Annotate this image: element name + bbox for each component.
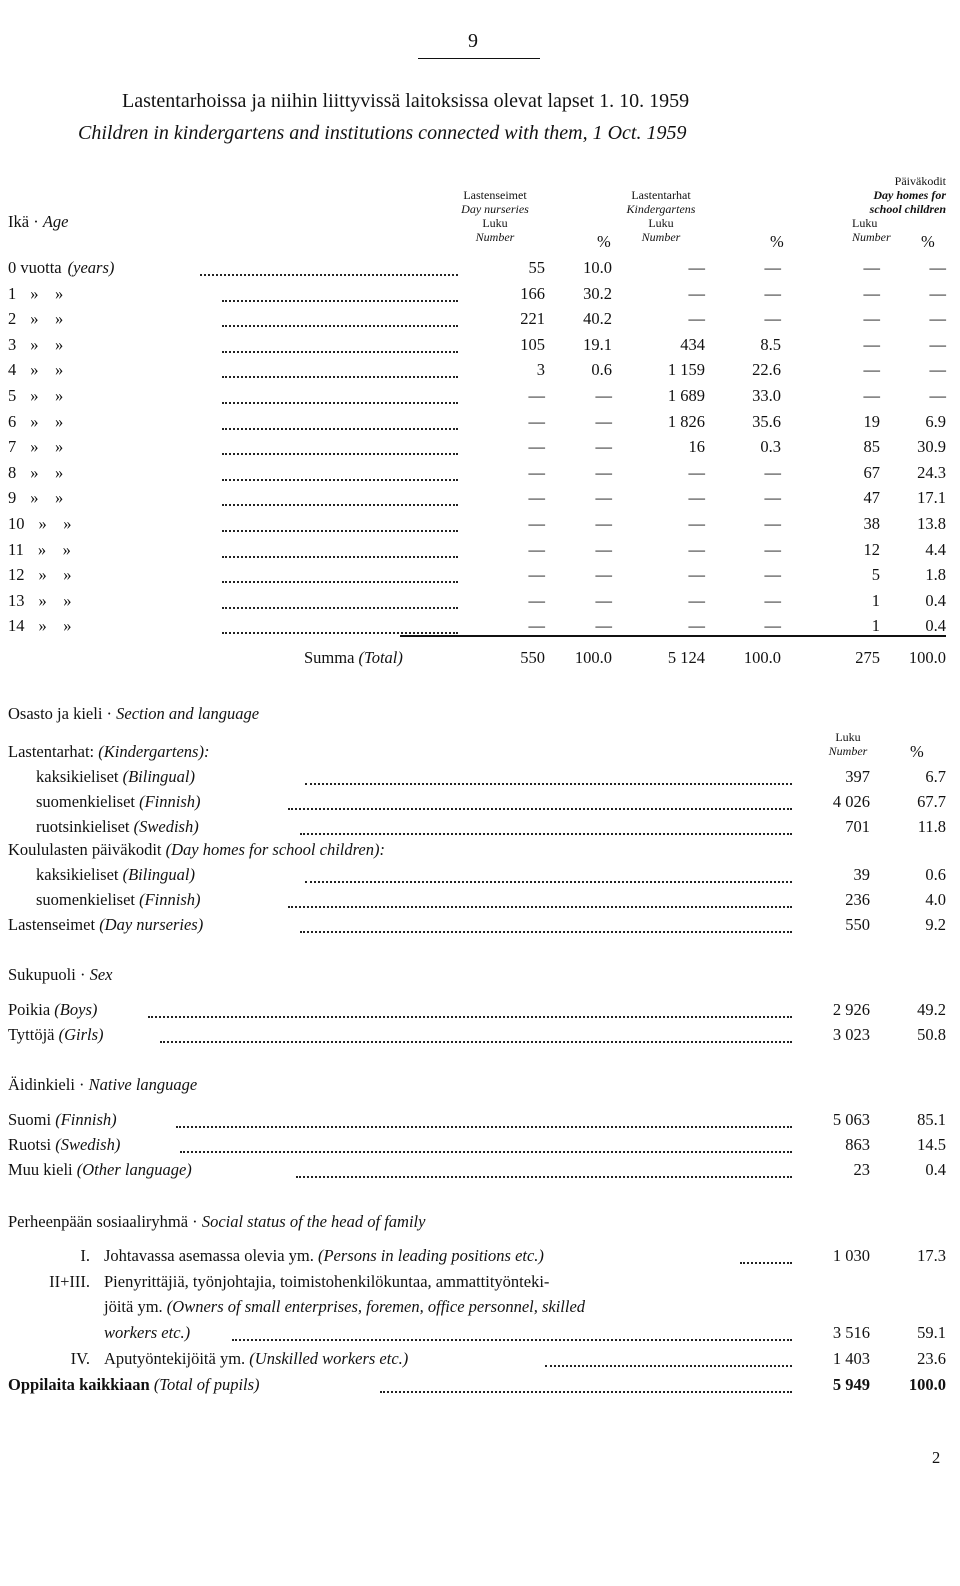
social-row-2-line3: workers etc.)	[104, 1323, 191, 1342]
age-cell: —	[929, 360, 946, 380]
age-cell: 0.3	[760, 437, 781, 457]
stat-row-number: 701	[845, 817, 870, 836]
social-total-number: 5 949	[832, 1375, 870, 1394]
sex-heading: Sukupuoli · Sex	[8, 965, 113, 984]
age-cell: —	[863, 386, 880, 405]
header-day-nurseries: Lastenseimet Day nurseries Luku Number	[461, 188, 529, 244]
age-cell: 24.3	[917, 462, 946, 482]
total-cell: 5 124	[667, 648, 705, 667]
age-row-label: 0 vuotta (years)	[8, 258, 115, 277]
social-row-2-pct: 59.1	[917, 1323, 946, 1342]
age-cell: 1	[871, 590, 880, 610]
age-cell: 4.4	[925, 539, 946, 559]
age-cell: 16	[688, 437, 705, 457]
social-row-1-label: Johtavassa asemassa olevia ym. (Persons in leading positions etc.)	[104, 1246, 544, 1265]
social-roman-2: II+III.	[49, 1272, 90, 1291]
age-row-label: 8 » »	[8, 462, 64, 482]
age-cell: —	[528, 616, 545, 636]
leader-dots	[222, 351, 458, 353]
age-cell: —	[764, 309, 781, 329]
footer-mark: 2	[932, 1448, 941, 1467]
total-cell: 100.0	[908, 648, 946, 667]
stat-row-label: Ruotsi (Swedish)	[8, 1135, 121, 1154]
header-kindergartens: Lastentarhat Kindergartens Luku Number	[626, 188, 696, 244]
age-cell: —	[595, 514, 612, 533]
total-rule	[400, 635, 946, 637]
age-cell: —	[688, 283, 705, 303]
age-cell: —	[764, 616, 781, 636]
stat-row-label: suomenkieliset (Finnish)	[36, 792, 201, 811]
age-cell: 166	[520, 283, 545, 303]
age-cell: 6.9	[925, 411, 946, 431]
age-row-label: 5 » »	[8, 386, 64, 405]
age-cell: 10.0	[583, 258, 612, 277]
age-cell: —	[863, 334, 880, 354]
age-cell: 434	[680, 334, 705, 354]
stat-row-number: 39	[853, 865, 870, 884]
stat-row-pct: 14.5	[917, 1135, 946, 1154]
age-cell: —	[688, 539, 705, 559]
social-roman-4: IV.	[70, 1349, 90, 1368]
age-cell: —	[528, 488, 545, 508]
page-number: 9	[468, 30, 478, 52]
age-cell: —	[764, 514, 781, 533]
header-pct-3: %	[921, 232, 935, 251]
age-cell: 5	[871, 565, 880, 585]
social-row-1-number: 1 030	[832, 1246, 870, 1265]
title-finnish: Lastentarhoissa ja niihin liittyvissä laitoksissa olevat lapset 1. 10. 1959	[122, 90, 690, 112]
age-row-label: 14 » »	[8, 616, 72, 636]
page-number-rule	[418, 58, 540, 59]
leader-dots	[160, 1041, 792, 1043]
total-cell: 275	[855, 648, 880, 667]
total-cell: 100.0	[574, 648, 612, 667]
social-total-pct: 100.0	[908, 1375, 946, 1394]
age-cell: —	[863, 283, 880, 303]
age-cell: —	[528, 411, 545, 431]
leader-dots	[222, 530, 458, 532]
age-cell: —	[764, 462, 781, 482]
header-pct-2: %	[770, 232, 784, 251]
age-cell: 3	[536, 360, 545, 380]
leader-dots	[296, 1176, 792, 1178]
social-row-2-line2: jöitä ym. (Owners of small enterprises, foremen, office personnel, skilled	[104, 1297, 586, 1316]
age-cell: —	[764, 565, 781, 585]
stat-row-pct: 11.8	[917, 817, 946, 836]
stat-row-label: ruotsinkieliset (Swedish)	[36, 817, 199, 836]
stat-row-label: Suomi (Finnish)	[8, 1110, 117, 1129]
header-day-homes: Päiväkodit Day homes for school children	[869, 174, 946, 216]
age-cell: 221	[520, 309, 545, 329]
age-cell: 38	[863, 514, 880, 533]
age-cell: 1	[871, 616, 880, 636]
age-cell: —	[929, 386, 946, 405]
age-row-label: 3 » »	[8, 334, 64, 354]
section-number-header: Luku Number	[828, 730, 868, 758]
stat-row-number: 23	[853, 1160, 870, 1179]
age-cell: 12	[863, 539, 880, 559]
age-cell: 1 826	[667, 411, 705, 431]
age-cell: 33.0	[752, 386, 781, 405]
age-cell: —	[688, 309, 705, 329]
leader-dots	[222, 402, 458, 404]
leader-dots	[222, 453, 458, 455]
leader-dots	[200, 274, 458, 276]
leader-dots	[180, 1151, 792, 1153]
age-cell: —	[688, 462, 705, 482]
age-cell: —	[929, 258, 946, 277]
age-cell: 1 159	[667, 360, 705, 380]
stat-row-number: 397	[845, 767, 870, 786]
leader-dots	[222, 325, 458, 327]
stat-row-pct: 4.0	[925, 890, 946, 909]
stat-row-pct: 6.7	[925, 767, 946, 786]
title-english: Children in kindergartens and institutions connected with them, 1 Oct. 1959	[78, 122, 687, 144]
age-row-label: 13 » »	[8, 590, 72, 610]
stat-row-number: 2 926	[832, 1000, 870, 1019]
stat-row-label: kaksikieliset (Bilingual)	[36, 767, 196, 786]
age-cell: —	[528, 386, 545, 405]
stat-row-label: Muu kieli (Other language)	[8, 1160, 192, 1179]
age-row-label: 1 » »	[8, 283, 64, 303]
age-cell: —	[528, 539, 545, 559]
total-label: Summa (Total)	[304, 648, 403, 667]
age-cell: —	[688, 514, 705, 533]
age-cell: —	[863, 309, 880, 329]
stat-row-pct: 49.2	[917, 1000, 946, 1019]
social-row-4-number: 1 403	[832, 1349, 870, 1368]
age-cell: —	[595, 590, 612, 610]
stat-row-number: 4 026	[832, 792, 870, 811]
age-cell: —	[528, 565, 545, 585]
day-nurseries-label: Lastenseimet (Day nurseries)	[8, 915, 204, 934]
age-cell: —	[688, 616, 705, 636]
social-row-1-pct: 17.3	[917, 1246, 946, 1265]
age-cell: 30.2	[583, 283, 612, 303]
section-pct-header: %	[910, 742, 924, 761]
age-cell: —	[764, 488, 781, 508]
leader-dots	[305, 881, 792, 883]
age-cell: —	[595, 462, 612, 482]
age-cell: —	[863, 258, 880, 277]
stat-row-number: 236	[845, 890, 870, 909]
age-cell: —	[595, 437, 612, 457]
school-day-homes-subheading: Koululasten päiväkodit (Day homes for school children):	[8, 840, 385, 859]
age-cell: —	[595, 539, 612, 559]
age-cell: —	[595, 616, 612, 636]
age-cell: 17.1	[917, 488, 946, 508]
leader-dots	[305, 783, 792, 785]
age-cell: —	[528, 437, 545, 457]
leader-dots	[222, 504, 458, 506]
social-total-label: Oppilaita kaikkiaan (Total of pupils)	[8, 1375, 260, 1394]
age-row-label: 12 » »	[8, 565, 72, 585]
age-cell: —	[528, 514, 545, 533]
age-cell: 0.6	[591, 360, 612, 380]
age-cell: 0.4	[925, 590, 946, 610]
age-cell: —	[863, 360, 880, 380]
kindergartens-subheading: Lastentarhat: (Kindergartens):	[8, 742, 210, 761]
leader-dots	[222, 428, 458, 430]
leader-dots	[222, 479, 458, 481]
header-day-homes-number: Luku Number	[852, 216, 891, 244]
leader-dots	[222, 607, 458, 609]
age-cell: —	[595, 488, 612, 508]
social-status-heading: Perheenpään sosiaaliryhmä · Social status of the head of family	[8, 1212, 426, 1231]
social-row-4-pct: 23.6	[917, 1349, 946, 1368]
age-cell: —	[595, 411, 612, 431]
stat-row-number: 3 023	[832, 1025, 870, 1044]
age-cell: 35.6	[752, 411, 781, 431]
age-cell: —	[764, 539, 781, 559]
leader-dots	[222, 376, 458, 378]
age-cell: 30.9	[917, 437, 946, 457]
age-row-label: 11 » »	[8, 539, 71, 559]
leader-dots	[222, 556, 458, 558]
social-row-4-label: Aputyöntekijöitä ym. (Unskilled workers etc.)	[104, 1349, 409, 1368]
age-cell: 22.6	[752, 360, 781, 380]
age-row-label: 4 » »	[8, 360, 64, 380]
age-row-label: 9 » »	[8, 488, 64, 508]
leader-dots	[148, 1016, 792, 1018]
age-cell: —	[528, 462, 545, 482]
stat-row-pct: 67.7	[917, 792, 946, 811]
leader-dots	[288, 906, 792, 908]
day-nurseries-number: 550	[845, 915, 870, 934]
stat-row-number: 5 063	[832, 1110, 870, 1129]
age-cell: 105	[520, 334, 545, 354]
age-cell: —	[764, 283, 781, 303]
age-row-label: 6 » »	[8, 411, 64, 431]
age-cell: —	[688, 590, 705, 610]
age-cell: —	[595, 565, 612, 585]
age-cell: —	[595, 386, 612, 405]
stat-row-number: 863	[845, 1135, 870, 1154]
leader-dots	[380, 1391, 792, 1393]
age-cell: —	[929, 334, 946, 354]
age-cell: —	[764, 258, 781, 277]
age-cell: —	[764, 590, 781, 610]
total-cell: 100.0	[743, 648, 781, 667]
age-cell: —	[528, 590, 545, 610]
stat-row-label: Tyttöjä (Girls)	[8, 1025, 104, 1044]
social-row-2-line1: Pienyrittäjiä, työnjohtajia, toimistohenkilökuntaa, ammattityönteki-	[104, 1272, 550, 1291]
leader-dots	[300, 833, 792, 835]
age-cell: 1.8	[925, 565, 946, 585]
leader-dots	[740, 1262, 792, 1264]
age-cell: 67	[863, 462, 880, 482]
age-row-label: 10 » »	[8, 514, 72, 533]
age-cell: 85	[863, 437, 880, 457]
stat-row-label: suomenkieliset (Finnish)	[36, 890, 201, 909]
age-cell: —	[688, 258, 705, 277]
stat-row-pct: 0.4	[925, 1160, 946, 1179]
age-cell: 8.5	[760, 334, 781, 354]
stat-row-pct: 85.1	[917, 1110, 946, 1129]
age-cell: 47	[863, 488, 880, 508]
native-language-heading: Äidinkieli · Native language	[8, 1075, 198, 1094]
day-nurseries-pct: 9.2	[925, 915, 946, 934]
leader-dots	[222, 581, 458, 583]
leader-dots	[300, 931, 792, 933]
age-cell: 19.1	[583, 334, 612, 354]
leader-dots	[232, 1339, 792, 1341]
section-language-heading: Osasto ja kieli · Section and language	[8, 704, 260, 723]
stat-row-label: Poikia (Boys)	[8, 1000, 98, 1019]
social-roman-1: I.	[80, 1246, 90, 1265]
stat-row-pct: 0.6	[925, 865, 946, 884]
age-cell: —	[688, 488, 705, 508]
leader-dots	[176, 1126, 792, 1128]
total-cell: 550	[520, 648, 545, 667]
age-cell: 19	[863, 411, 880, 431]
header-pct-1: %	[597, 232, 611, 251]
age-cell: 13.8	[917, 514, 946, 533]
age-cell: 1 689	[667, 386, 705, 405]
age-cell: 40.2	[583, 309, 612, 329]
stat-row-pct: 50.8	[917, 1025, 946, 1044]
age-row-label: 7 » »	[8, 437, 64, 457]
social-row-2-number: 3 516	[832, 1323, 870, 1342]
age-column-header: Ikä · Age	[8, 212, 69, 231]
age-cell: —	[929, 309, 946, 329]
leader-dots	[545, 1365, 792, 1367]
age-cell: 55	[528, 258, 545, 277]
age-row-label: 2 » »	[8, 309, 64, 329]
stat-row-label: kaksikieliset (Bilingual)	[36, 865, 196, 884]
age-cell: 0.4	[925, 616, 946, 636]
leader-dots	[288, 808, 792, 810]
leader-dots	[222, 300, 458, 302]
age-cell: —	[688, 565, 705, 585]
age-cell: —	[929, 283, 946, 303]
